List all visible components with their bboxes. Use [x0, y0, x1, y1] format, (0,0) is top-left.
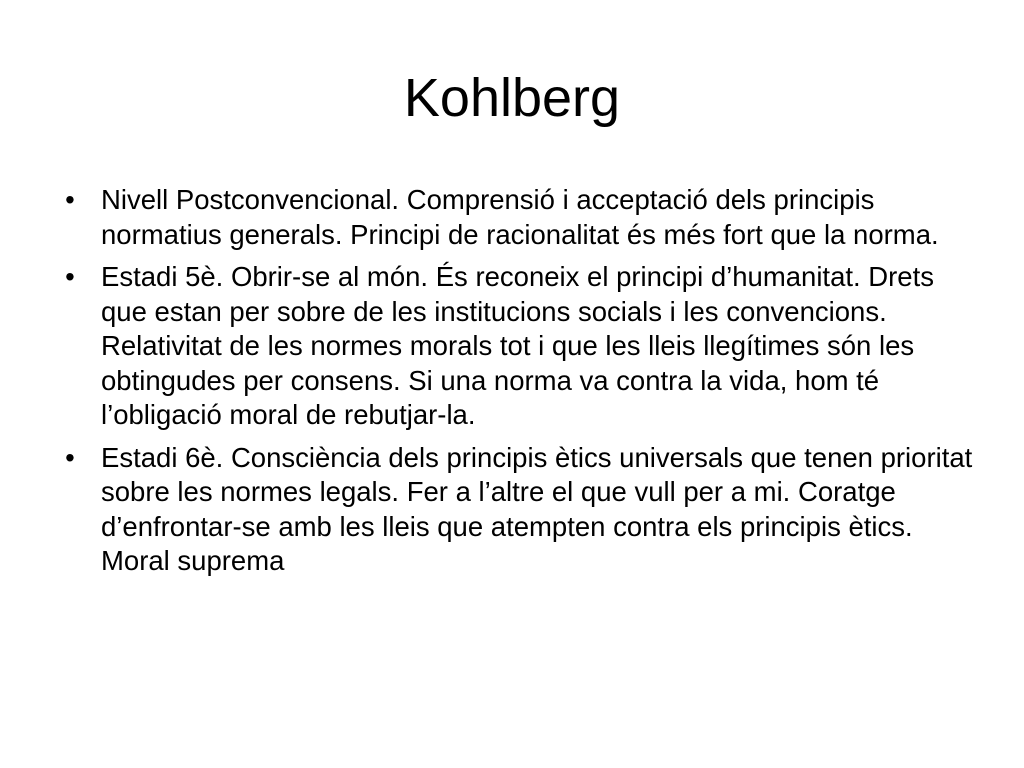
bullet-item-nivell-postconvencional — [60, 183, 980, 252]
bullet-text: Estadi 5è. Obrir-se al món. És reconeix el principi d’humanitat. Drets que estan per sobre de les institucions socials i les convencions. Relativitat de les normes morals tot i que les lleis llegítimes són les obtingudes per consens. Si una norma va contra la vida, hom té l’obligació moral de rebutjar-la. — [101, 261, 934, 430]
bullet-text: Nivell Postconvencional. Comprensió i acceptació dels principis normatius generals. Principi de racionalitat és més fort que la norma. — [101, 184, 939, 250]
bullet-text: Estadi 6è. Consciència dels principis ètics universals que tenen prioritat sobre les normes legals. Fer a l’altre el que vull per a mi. Coratge d’enfrontar-se amb les lleis que atempten contra els principis ètics. Moral suprema — [101, 441, 973, 576]
bullet-item-estadi-5 — [60, 260, 980, 433]
bullet-icon: • — [65, 441, 75, 473]
slide-title: Kohlberg — [403, 68, 621, 128]
bullet-item-estadi-6 — [60, 441, 980, 579]
bullet-icon: • — [65, 184, 75, 215]
bullet-list — [60, 183, 980, 587]
bullet-icon: • — [65, 261, 75, 292]
